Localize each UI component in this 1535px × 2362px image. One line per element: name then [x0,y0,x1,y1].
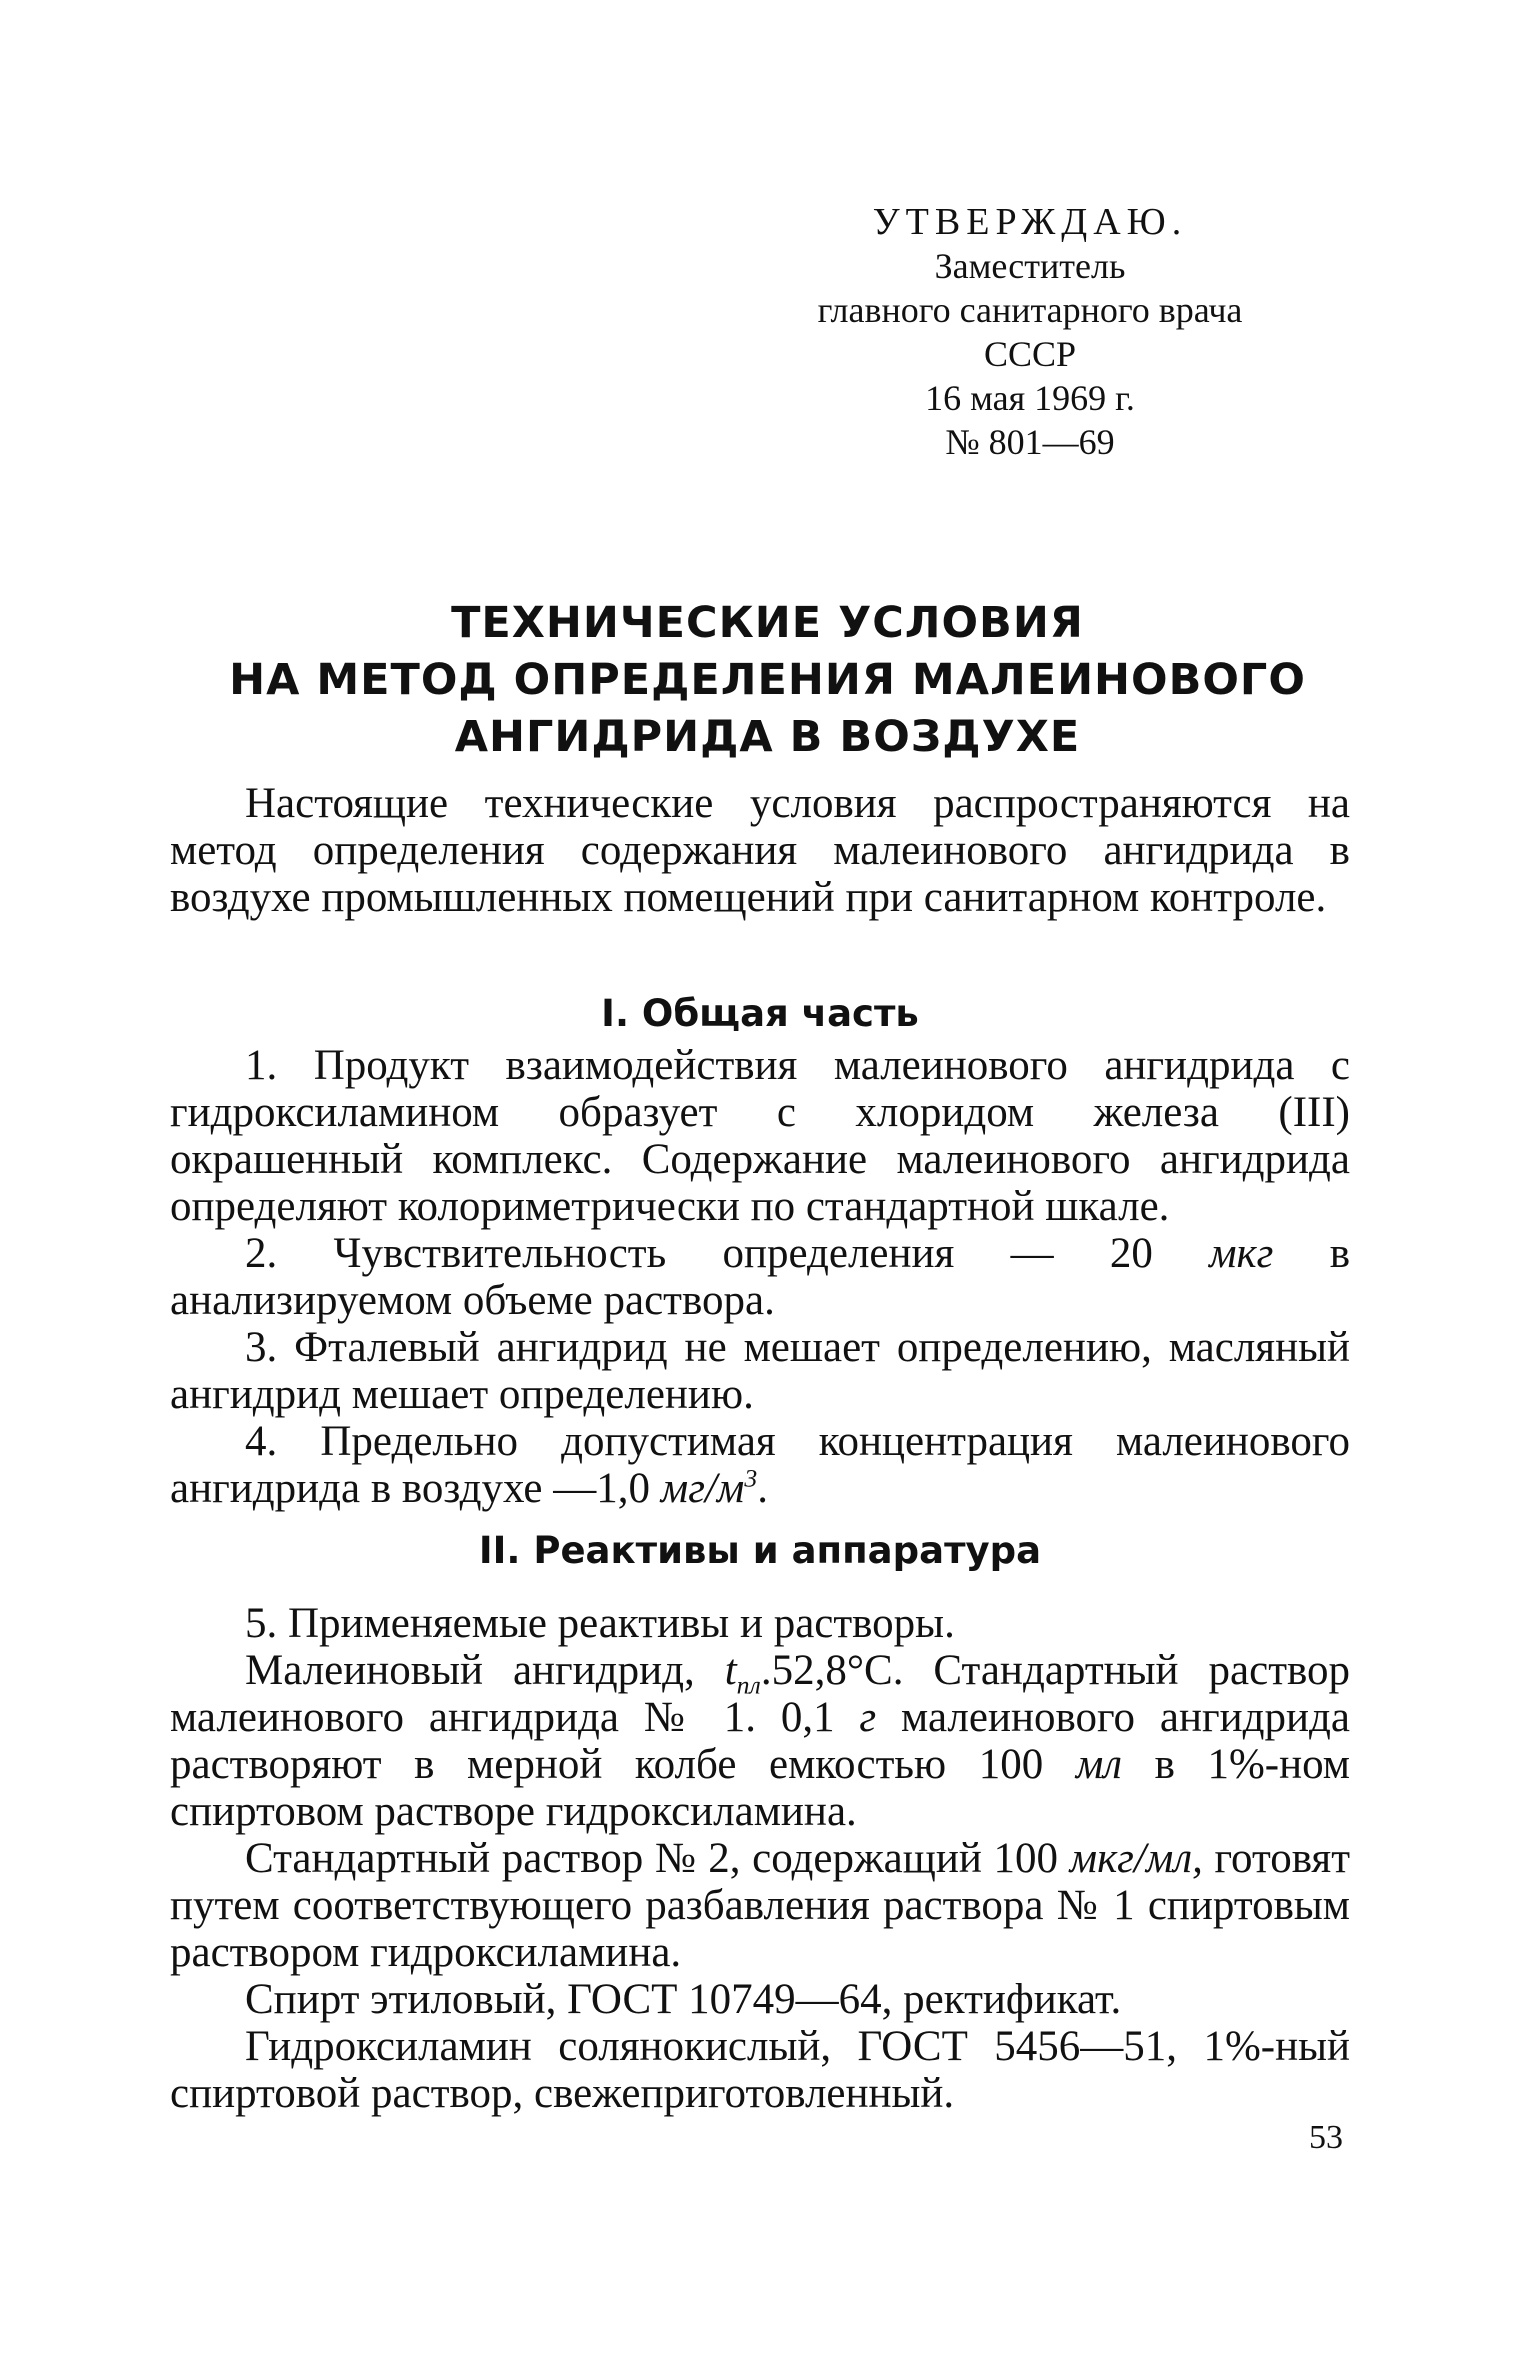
item-4-text-b: . [757,1465,769,1512]
approval-number: № 801—69 [945,422,1115,462]
item-4-unit-power: 3 [744,1463,758,1493]
ml-unit: мл [1075,1741,1123,1788]
item-2-text-b: в анализируемом объеме раствора. [170,1230,1350,1324]
gram-unit: г [859,1694,877,1741]
approval-country: СССР [983,334,1077,374]
p2-text-a: Малеиновый ангидрид, [245,1647,725,1694]
item-2-text-a: 2. Чувствительность определения — 20 [245,1230,1210,1277]
approval-word: УТВЕРЖДАЮ. [872,201,1188,243]
approval-position-cont: главного санитарного врача [817,290,1243,330]
intro-block [170,780,1350,921]
section-1-heading: I. Общая часть [601,992,919,1035]
approval-stamp [790,200,1270,464]
melting-point-symbol: t [724,1647,737,1694]
item-1: 1. Продукт взаимодействия малеинового ангидрида с гидроксиламином образует с хлоридом железа (III) окрашенный комплекс. Содержание малеинового ангидрида определяют колориметрически по стандартной шкале. [170,1042,1350,1230]
p3-text-a: Стандартный раствор № 2, содержащий 100 [245,1835,1070,1882]
page-number: 53 [1309,2119,1343,2156]
approval-position: Заместитель [934,246,1126,286]
item-5: 5. Применяемые реактивы и растворы. [245,1600,955,1647]
maleic-anhydride-paragraph [170,1647,1350,1835]
intro-paragraph: Настоящие технические условия распространяются на метод определения содержания малеинового ангидрида в воздухе промышленных помещений при санитарном контроле. [170,780,1350,921]
section-1-body [170,1042,1350,1512]
p3-text-b: готовят путем соответствующего разбавления раствора № 1 спиртовым раствором гидроксиламина. [170,1835,1350,1976]
item-4-unit: мг/м [660,1465,745,1512]
title-line-1: ТЕХНИЧЕСКИЕ УСЛОВИЯ [451,598,1084,648]
item-4 [170,1418,1350,1512]
p2-text-c: малеинового ангидрида растворяют в мерной колбе емкостью 100 [170,1694,1350,1788]
title-line-3: АНГИДРИДА В ВОЗДУХЕ [454,712,1081,762]
section-2-heading: II. Реактивы и аппаратура [478,1529,1042,1572]
mcg-ml-unit: мкг/мл, [1069,1835,1203,1882]
p2-text-b: .52,8°С. Стандартный раствор малеинового ангидрида № 1. 0,1 [170,1647,1351,1741]
item-4-text-a: 4. Предельно допустимая концентрация малеинового ангидрида в воздухе —1,0 [170,1418,1350,1512]
title-line-2: НА МЕТОД ОПРЕДЕЛЕНИЯ МАЛЕИНОВОГО [229,655,1306,705]
item-3: 3. Фталевый ангидрид не мешает определению, масляный ангидрид мешает определению. [170,1324,1350,1418]
approval-date: 16 мая 1969 г. [925,378,1135,418]
item-2-unit: мкг [1209,1230,1274,1277]
hydroxylamine-paragraph: Гидроксиламин солянокислый, ГОСТ 5456—51, 1%-ный спиртовой раствор, свежеприготовленный. [170,2023,1350,2117]
standard-solution-2-paragraph [170,1835,1350,1976]
melting-point-subscript: пл [736,1670,761,1700]
p2-text-d: в 1%-ном спиртовом растворе гидроксиламина. [170,1741,1350,1835]
section-2-body [170,1600,1350,2117]
document-title [160,595,1375,766]
ethanol-paragraph: Спирт этиловый, ГОСТ 10749—64, ректификат. [245,1976,1122,2023]
item-2 [170,1230,1350,1324]
